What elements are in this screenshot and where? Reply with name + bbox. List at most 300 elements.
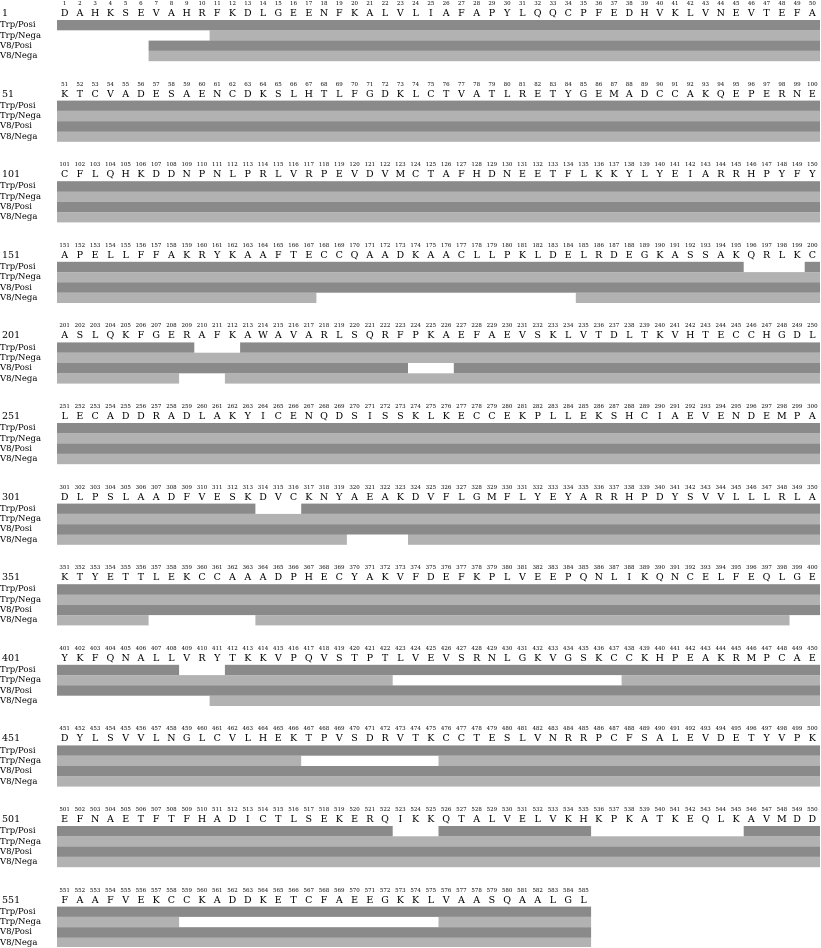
position-number: 367 (303, 565, 315, 572)
residue: A (518, 894, 526, 906)
track-label: Trp/Nega (0, 514, 42, 525)
residue: P (595, 733, 602, 745)
residue: A (671, 411, 679, 422)
residue: Y (809, 169, 816, 181)
residue: M (487, 491, 497, 503)
position-number: 180 (501, 242, 513, 249)
position-number: 319 (334, 484, 345, 491)
position-number: 448 (776, 645, 788, 652)
position-number: 124 (410, 162, 421, 169)
position-number: 28 (473, 1, 481, 7)
residue: Y (214, 652, 221, 664)
position-number: 47 (763, 1, 771, 7)
track-label: Trp/Posi (0, 181, 36, 192)
residue: S (687, 249, 694, 261)
residue: N (319, 8, 329, 19)
residue: K (412, 249, 420, 261)
position-number: 464 (257, 726, 269, 733)
position-number: 227 (456, 323, 467, 330)
position-number: 147 (761, 162, 772, 169)
residue: V (702, 411, 709, 422)
block-start-position: 551 (2, 894, 21, 906)
position-number: 581 (517, 887, 528, 894)
residue: R (778, 88, 786, 100)
position-number: 551 (59, 887, 70, 894)
position-number: 502 (74, 807, 86, 813)
position-number: 136 (593, 162, 604, 169)
residue: D (243, 88, 252, 100)
position-number: 226 (440, 323, 452, 330)
residue: E (534, 88, 542, 100)
position-number: 568 (318, 887, 330, 894)
residue: H (762, 330, 771, 342)
residue: A (76, 894, 84, 906)
residue: T (275, 814, 282, 825)
position-number: 559 (181, 887, 192, 894)
position-number: 454 (105, 726, 116, 733)
track-label: Trp/Nega (0, 30, 42, 41)
residue: V (290, 169, 297, 181)
residue: P (641, 491, 648, 503)
residue: K (228, 330, 237, 342)
position-number: 431 (517, 645, 528, 652)
position-number: 73 (396, 81, 404, 88)
residue: R (198, 8, 206, 19)
residue: F (564, 169, 572, 181)
residue: C (213, 572, 221, 584)
block-start-position: 201 (2, 330, 21, 342)
position-number: 461 (211, 726, 223, 733)
residue: T (320, 88, 328, 100)
track-label: Trp/Posi (0, 503, 36, 514)
residue: Q (579, 572, 588, 584)
residue: V (183, 652, 191, 664)
position-number: 432 (532, 645, 543, 652)
residue: R (320, 330, 328, 342)
track-label: V8/Posi (0, 40, 32, 51)
residue: N (121, 652, 130, 664)
residue: P (488, 572, 496, 584)
residue: N (594, 572, 603, 584)
residue: S (336, 652, 343, 664)
track-label: Trp/Nega (0, 755, 42, 766)
position-number: 231 (517, 323, 528, 330)
position-number: 497 (761, 726, 772, 733)
residue: A (213, 894, 221, 906)
residue: T (137, 814, 145, 825)
position-number: 341 (669, 484, 681, 491)
residue: Y (351, 572, 358, 584)
sequence-block (0, 484, 821, 544)
position-number: 222 (379, 323, 391, 330)
residue-row (0, 492, 821, 504)
position-number: 501 (59, 807, 70, 813)
residue: E (702, 572, 710, 584)
position-number: 314 (257, 484, 269, 491)
position-number: 95 (732, 81, 740, 88)
position-number: 545 (730, 807, 742, 813)
position-number: 380 (501, 565, 513, 572)
position-number: 504 (105, 807, 116, 813)
residue: D (427, 572, 435, 584)
track-label: V8/Posi (0, 685, 32, 696)
residue: L (427, 894, 435, 906)
residue: V (320, 652, 328, 664)
residue: P (763, 169, 770, 181)
residue: Q (106, 169, 115, 181)
position-number: 159 (181, 242, 192, 249)
block-start-position: 501 (2, 814, 21, 825)
position-number: 531 (517, 807, 528, 813)
residue: A (381, 491, 389, 503)
residue: Y (244, 411, 251, 422)
residue: E (625, 249, 633, 261)
residue: A (457, 894, 465, 906)
position-number: 265 (273, 404, 284, 410)
position-number: 216 (288, 323, 299, 330)
position-number: 93 (702, 81, 710, 88)
position-number: 368 (318, 565, 330, 572)
position-number: 18 (320, 1, 328, 7)
position-number: 327 (456, 484, 467, 491)
residue: I (627, 572, 632, 584)
position-number: 289 (639, 404, 650, 410)
residue: E (351, 814, 359, 825)
position-number: 171 (364, 242, 376, 249)
residue: P (320, 169, 328, 181)
position-number: 243 (700, 323, 711, 330)
position-number: 407 (150, 645, 162, 652)
track-label: Trp/Nega (0, 191, 42, 202)
position-number: 462 (227, 726, 238, 733)
position-number: 268 (318, 404, 330, 410)
track-label: V8/Nega (0, 51, 38, 62)
residue: A (366, 8, 374, 19)
position-number: 355 (120, 565, 131, 572)
residue: C (289, 491, 298, 503)
position-number: 31 (518, 1, 526, 7)
position-number: 399 (791, 565, 803, 572)
residue: A (702, 169, 709, 181)
position-number: 418 (318, 645, 330, 652)
residue: K (534, 652, 542, 664)
residue: K (595, 169, 603, 181)
residue: F (152, 249, 160, 261)
position-number: 233 (547, 323, 559, 330)
position-number: 556 (135, 887, 147, 894)
residue: T (412, 733, 419, 745)
residue: C (198, 572, 206, 584)
position-number: 412 (227, 645, 238, 652)
track-label: Trp/Posi (0, 342, 36, 353)
track-label: Trp/Posi (0, 423, 36, 434)
position-number: 263 (242, 404, 253, 410)
residue: H (625, 411, 634, 422)
residue: T (137, 572, 145, 584)
residue: N (503, 169, 512, 181)
position-number: 255 (120, 404, 131, 410)
residue: A (381, 249, 389, 261)
residue: E (686, 652, 694, 664)
position-number: 57 (152, 81, 160, 88)
residue: F (107, 894, 114, 906)
position-number: 75 (427, 81, 435, 88)
position-number: 295 (730, 404, 742, 410)
position-number: 481 (517, 726, 528, 733)
residue: G (472, 491, 481, 503)
residue: K (183, 572, 191, 584)
residue: C (656, 88, 664, 100)
residue: A (473, 894, 481, 906)
residue: L (565, 330, 572, 342)
position-number: 104 (105, 162, 116, 169)
position-number: 308 (166, 484, 177, 491)
position-number: 576 (440, 887, 452, 894)
position-number: 413 (242, 645, 253, 652)
residue: F (152, 814, 160, 825)
residue: K (595, 814, 603, 825)
position-number: 68 (320, 81, 328, 88)
position-number: 564 (257, 887, 269, 894)
residue: E (808, 572, 816, 584)
residue: P (488, 8, 496, 19)
position-number: 241 (669, 323, 681, 330)
residue: Y (763, 733, 770, 745)
residue: I (367, 411, 372, 422)
residue: I (245, 814, 250, 825)
position-number: 405 (120, 645, 131, 652)
residue: E (290, 411, 297, 422)
residue: C (335, 572, 343, 584)
residue: Q (549, 8, 557, 19)
residue: T (442, 88, 450, 100)
residue: E (366, 491, 374, 503)
position-number: 393 (700, 565, 711, 572)
track-label: Trp/Nega (0, 433, 42, 444)
residue: A (473, 88, 481, 100)
position-number: 503 (89, 807, 101, 813)
position-number: 472 (379, 726, 391, 733)
position-number: 138 (624, 162, 635, 169)
position-number: 409 (181, 645, 192, 652)
position-number: 351 (59, 565, 70, 572)
residue: D (366, 169, 374, 181)
residue: K (793, 249, 801, 261)
position-number: 114 (257, 162, 269, 169)
residue: T (458, 814, 465, 825)
residue: E (290, 8, 297, 19)
position-number: 316 (288, 484, 299, 491)
residue: D (625, 8, 634, 19)
position-number: 276 (440, 404, 452, 410)
position-number: 425 (425, 645, 437, 652)
position-number: 123 (395, 162, 406, 169)
residue: T (381, 652, 389, 664)
residue: K (518, 411, 526, 422)
residue: K (152, 894, 160, 906)
residue: D (228, 814, 237, 825)
residue: E (457, 411, 465, 422)
position-number: 430 (501, 645, 513, 652)
residue: T (122, 572, 129, 584)
residue: A (717, 249, 725, 261)
residue: L (809, 330, 816, 342)
residue: L (244, 733, 251, 745)
position-number: 333 (547, 484, 559, 491)
residue: V (778, 733, 786, 745)
residue: D (274, 572, 283, 584)
residue: D (610, 330, 618, 342)
residue: Q (747, 249, 756, 261)
residue: F (61, 894, 68, 906)
residue: Q (320, 411, 328, 422)
residue: V (396, 572, 404, 584)
residue: T (427, 169, 435, 181)
residue: K (228, 411, 237, 422)
position-number: 515 (273, 807, 284, 813)
residue: E (534, 572, 542, 584)
residue: L (397, 652, 404, 664)
residue: A (76, 8, 84, 19)
residue: K (808, 733, 816, 745)
residue: S (458, 652, 465, 664)
residue: L (91, 169, 99, 181)
residue: D (396, 249, 405, 261)
residue: G (564, 894, 572, 906)
position-number: 342 (685, 484, 696, 491)
position-number: 133 (547, 162, 559, 169)
position-number: 447 (761, 645, 772, 652)
position-number: 189 (639, 242, 650, 249)
position-number: 298 (776, 404, 788, 410)
residue: L (580, 169, 587, 181)
position-number: 519 (334, 807, 345, 813)
residue: E (366, 894, 374, 906)
residue: E (549, 491, 557, 503)
position-number: 435 (578, 645, 589, 652)
position-number: 436 (593, 645, 604, 652)
position-number: 482 (532, 726, 543, 733)
position-number: 88 (625, 81, 633, 88)
residue: Q (106, 330, 115, 342)
block-start-position: 51 (2, 88, 15, 100)
residue: V (122, 894, 130, 906)
position-number: 219 (334, 323, 345, 330)
position-number: 54 (106, 81, 114, 88)
residue: T (549, 88, 557, 100)
residue: G (640, 249, 649, 261)
position-number: 232 (532, 323, 543, 330)
position-number: 453 (89, 726, 101, 733)
residue: M (746, 652, 757, 664)
position-number: 312 (227, 484, 238, 491)
position-number: 15 (274, 1, 282, 7)
position-number: 162 (227, 242, 238, 249)
residue: K (671, 8, 679, 19)
residue: E (167, 330, 175, 342)
residue: C (671, 88, 679, 100)
position-number: 113 (242, 162, 253, 169)
sequence-block (0, 0, 821, 60)
block-start-position: 1 (2, 8, 9, 19)
position-number: 467 (303, 726, 315, 733)
position-number: 40 (656, 1, 664, 7)
position-number: 485 (578, 726, 589, 733)
position-number: 262 (227, 404, 238, 410)
residue: E (427, 652, 435, 664)
sequence-block (0, 322, 821, 382)
residue: N (670, 572, 680, 584)
position-number: 9 (184, 1, 189, 7)
position-number: 486 (593, 726, 604, 733)
position-number: 116 (288, 162, 299, 169)
position-number: 157 (150, 242, 162, 249)
residue: E (488, 733, 496, 745)
residue: P (580, 8, 587, 19)
position-number: 41 (671, 1, 679, 7)
position-number: 168 (318, 242, 330, 249)
position-number: 52 (76, 81, 84, 88)
position-number: 37 (610, 1, 618, 7)
residue: T (748, 733, 755, 745)
position-number: 206 (135, 323, 147, 330)
residue: L (504, 572, 511, 584)
residue: K (701, 88, 710, 100)
position-number: 79 (488, 81, 496, 88)
position-number: 514 (257, 807, 269, 813)
position-number: 87 (610, 81, 618, 88)
position-number: 404 (105, 645, 116, 652)
residue: S (351, 330, 358, 342)
position-number: 372 (379, 565, 391, 572)
residue: F (625, 733, 633, 745)
residue: A (168, 411, 175, 422)
position-number: 373 (395, 565, 406, 572)
position-number: 200 (807, 242, 818, 249)
residue: V (549, 652, 557, 664)
position-number: 359 (181, 565, 192, 572)
position-number: 96 (747, 81, 755, 88)
position-number: 498 (776, 726, 788, 733)
residue: V (518, 330, 526, 342)
residue: D (259, 491, 267, 503)
position-number: 560 (196, 887, 208, 894)
residue: A (137, 652, 145, 664)
residue: E (518, 814, 526, 825)
position-number: 455 (120, 726, 131, 733)
residue: E (732, 88, 740, 100)
position-number: 518 (318, 807, 330, 813)
position-number: 77 (457, 81, 465, 88)
residue: P (748, 88, 755, 100)
position-number: 108 (166, 162, 177, 169)
position-number: 374 (410, 565, 421, 572)
residue: A (259, 572, 267, 584)
position-number: 397 (761, 565, 772, 572)
position-number: 483 (547, 726, 559, 733)
position-number: 202 (74, 323, 86, 330)
position-number: 510 (196, 807, 208, 813)
position-number: 299 (791, 404, 803, 410)
position-number: 323 (395, 484, 406, 491)
position-number: 480 (501, 726, 513, 733)
position-number: 574 (410, 887, 421, 894)
position-number: 154 (105, 242, 116, 249)
residue: K (640, 572, 649, 584)
position-number: 8 (169, 1, 174, 7)
residue: N (304, 411, 313, 422)
position-number: 493 (700, 726, 711, 733)
